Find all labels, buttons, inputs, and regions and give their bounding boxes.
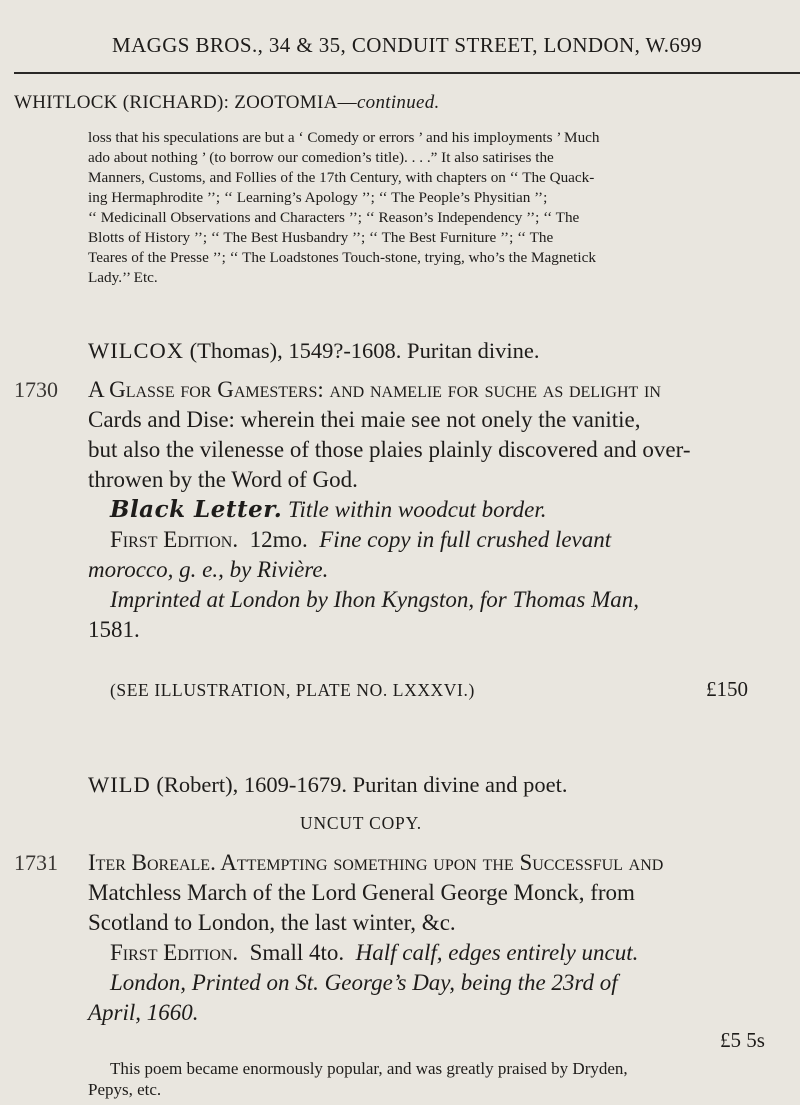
typeface-line (88, 495, 792, 525)
author-heading-wilcox (88, 338, 540, 364)
continued-label: continued. (356, 92, 440, 113)
text-line: Blotts of History ’’; ‘‘ The Best Husbandry ’’; ‘‘ The Best Furniture ’’; ‘‘ The (88, 229, 554, 246)
imprint-date: April, 1660. (88, 1000, 199, 1025)
format-label: Small 4to. (249, 940, 345, 965)
lot-1730-description (88, 375, 792, 645)
imprint-year: 1581. (88, 617, 140, 642)
edition-label: First Edition. (110, 940, 239, 965)
price: £150 (706, 677, 748, 701)
author-surname: WILCOX (88, 338, 184, 363)
book-title-line: Cards and Dise: wherein thei maie see not onely the vanitie, (88, 407, 641, 432)
edition-line (88, 938, 792, 968)
continued-entry-title: WHITLOCK (RICHARD): ZOOTOMIA— (14, 92, 357, 113)
continued-entry-heading (14, 92, 440, 114)
page-number: 699 (669, 33, 702, 57)
text-line: ‘‘ Medicinall Observations and Characters ’’; ‘‘ Reason’s Independency ’’; ‘‘ The (88, 209, 580, 226)
text-line: ado about nothing ’ (to borrow our comedion’s title). . . .” It also satirises the (88, 149, 554, 166)
book-title-line: but also the vilenesse of those plaies plainly discovered and over- (88, 437, 691, 462)
text-line: loss that his speculations are but a ‘ Comedy or errors ’ and his imployments ’ Much (88, 129, 600, 146)
book-title-line: throwen by the Word of God. (88, 467, 358, 492)
author-details: (Thomas), 1549?-1608. Puritan divine. (189, 338, 540, 363)
header-rule (14, 72, 800, 74)
lot-number: 1730 (14, 377, 58, 402)
note-line: Pepys, etc. (88, 1080, 162, 1099)
author-surname: WILD (88, 772, 151, 797)
author-details: (Robert), 1609-1679. Puritan divine and poet. (156, 772, 568, 797)
lot-1731-description (88, 848, 792, 1028)
binding-note: Fine copy in full crushed levant (319, 527, 612, 552)
text-line: Manners, Customs, and Follies of the 17th Century, with chapters on ‘‘ The Quack- (88, 169, 595, 186)
note-line: This poem became enormously popular, and was greatly praised by Dryden, (110, 1059, 628, 1078)
book-title-line: Scotland to London, the last winter, &c. (88, 910, 456, 935)
black-letter-label: Black Letter. (110, 496, 283, 523)
imprint-line: London, Printed on St. George’s Day, being the 23rd of (110, 970, 618, 995)
author-heading-wild (88, 772, 568, 798)
continued-entry-text (88, 128, 792, 288)
text-line: ing Hermaphrodite ’’; ‘‘ Learning’s Apology ’’; ‘‘ The People’s Physitian ’’; (88, 189, 548, 206)
imprint-line: Imprinted at London by Ihon Kyngston, for Thomas Man, (110, 587, 639, 612)
running-header (112, 33, 702, 58)
text-line: Lady.’’ Etc. (88, 269, 158, 286)
illustration-reference: (SEE ILLUSTRATION, PLATE NO. LXXXVI.) (110, 680, 475, 700)
price: £5 5s (720, 1028, 765, 1052)
text-line: Teares of the Presse ’’; ‘‘ The Loadstones Touch-stone, trying, who’s the Magnetick (88, 249, 596, 266)
lot-number: 1731 (14, 850, 58, 875)
edition-line (88, 525, 792, 555)
uncut-copy-subheading: UNCUT COPY. (300, 813, 422, 833)
lot-1731-note (88, 1058, 792, 1100)
binding-note-cont: morocco, g. e., by Rivière. (88, 557, 329, 582)
book-title-line: Iter Boreale. Attempting something upon the Successful and (88, 850, 664, 875)
book-title-line: Matchless March of the Lord General George Monck, from (88, 880, 635, 905)
header-title: MAGGS BROS., 34 & 35, CONDUIT STREET, LONDON, W. (112, 33, 670, 57)
book-title-line: A Glasse for Gamesters: and namelie for suche as delight in (88, 377, 661, 402)
edition-label: First Edition. (110, 527, 239, 552)
binding-note: Half calf, edges entirely uncut. (355, 940, 639, 965)
format-label: 12mo. (249, 527, 308, 552)
title-border-note: Title within woodcut border. (287, 497, 547, 522)
